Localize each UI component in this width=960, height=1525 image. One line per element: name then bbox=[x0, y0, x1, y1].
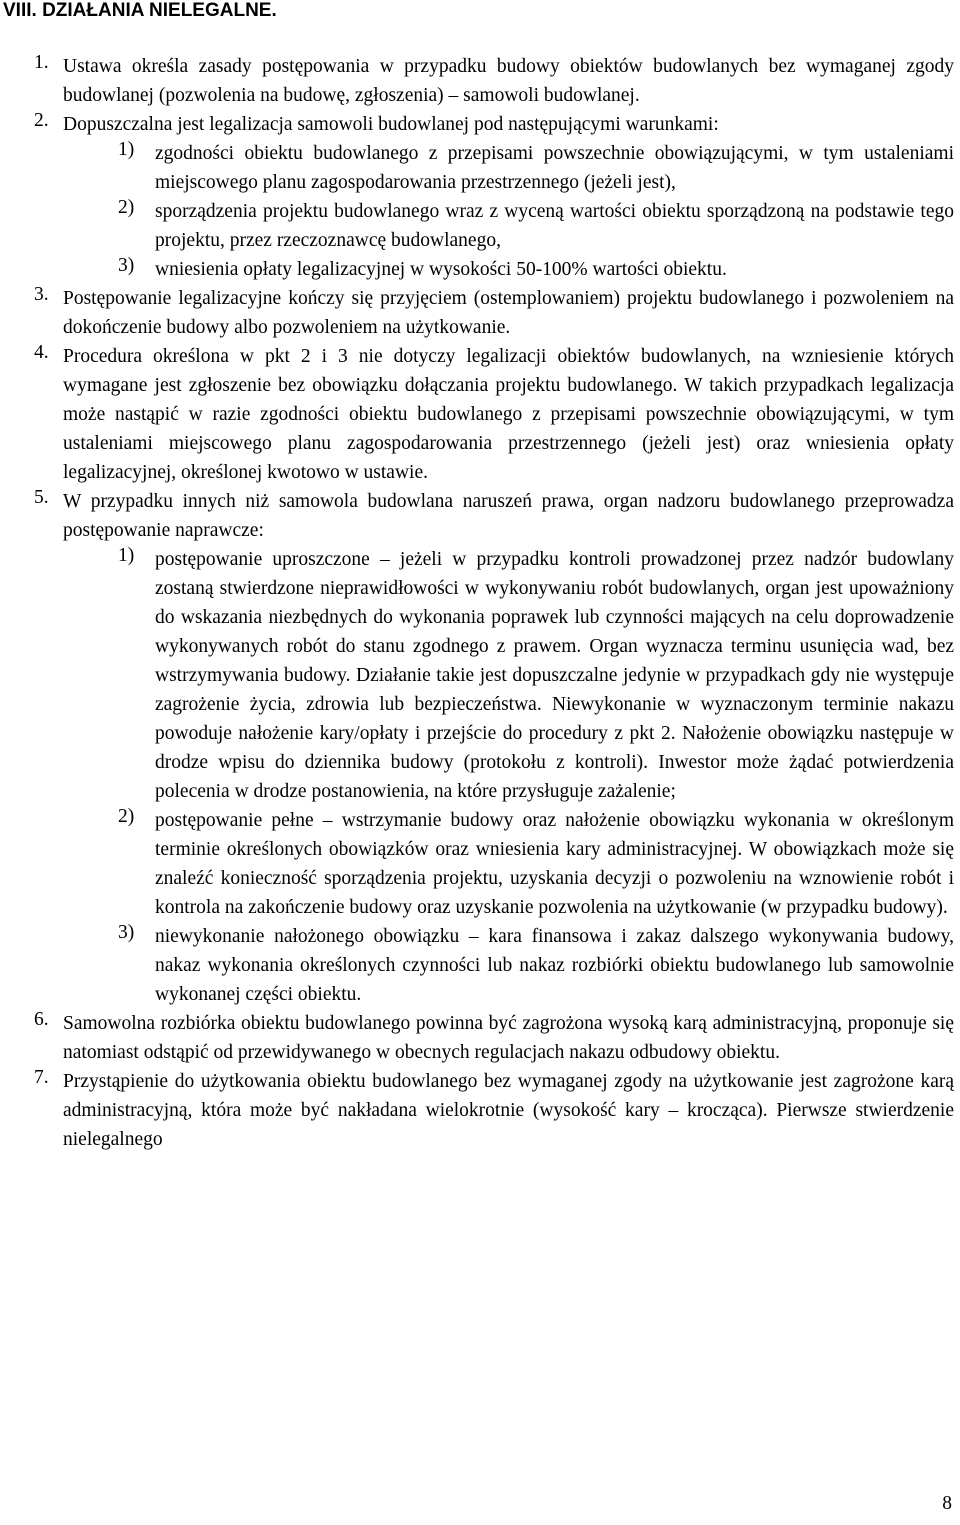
sub-item-text: postępowanie uproszczone – jeżeli w przypadku kontroli prowadzonej przez nadzór budowlany zostaną stwierdzone nieprawidłowości w wykonywaniu robót budowlanych, organ jest upoważniony do wskazania niezbędnych do wykonania poprawek lub czynności mających na celu doprowadzenie wykonywanych robót do stanu zgodnego z prawem. Organ wyznacza terminu usunięcia wad, bez wstrzymywania budowy. Działanie takie jest dopuszczalne jedynie w przypadkach gdy nie występuje zagrożenie życia, zdrowia lub bezpieczeństwa. Niewykonanie w wyznaczonym terminie nakazu powoduje nałożenie kary/opłaty i przejście do procedury z pkt 2. Nałożenie obowiązku następuje w drodze wpisu do dziennika budowy (protokołu z kontroli). Inwestor może żądać potwierdzenia polecenia w drodze postanowienia, na które przysługuje zażalenie; bbox=[155, 549, 954, 802]
page-number: 8 bbox=[942, 1493, 952, 1514]
item-text: Ustawa określa zasady postępowania w przypadku budowy obiektów budowlanych bez wymaganej zgody budowlanej (pozwolenia na budowę, zgłoszenia) – samowoli budowlanej. bbox=[63, 56, 954, 106]
list-item bbox=[0, 342, 960, 487]
item-text: Samowolna rozbiórka obiektu budowlanego powinna być zagrożona wysoką karą administracyjną, proponuje się natomiast odstąpić od przewidywanego w obecnych regulacjach nakazu odbudowy obiektu. bbox=[63, 1013, 954, 1063]
list-item bbox=[0, 1009, 960, 1067]
item-text: Dopuszczalna jest legalizacja samowoli budowlanej pod następującymi warunkami: bbox=[63, 114, 719, 135]
sub-item-text: sporządzenia projektu budowlanego wraz z wyceną wartości obiektu sporządzoną na podstawie tego projektu, przez rzeczoznawcę budowlanego, bbox=[155, 201, 954, 251]
sub-item bbox=[0, 922, 960, 1009]
sub-item-text: zgodności obiektu budowlanego z przepisami powszechnie obowiązującymi, w tym ustaleniami miejscowego planu zagospodarowania przestrzennego (jeżeli jest), bbox=[155, 143, 954, 193]
item-text: W przypadku innych niż samowola budowlana naruszeń prawa, organ nadzoru budowlanego przeprowadza postępowanie naprawcze: bbox=[63, 491, 954, 541]
sub-item-number: 2) bbox=[118, 197, 135, 218]
item-number: 4. bbox=[34, 342, 49, 363]
item-number: 2. bbox=[34, 110, 49, 131]
sub-item-text: niewykonanie nałożonego obowiązku – kara finansowa i zakaz dalszego wykonywania budowy, nakaz wykonania określonych czynności lub nakaz rozbiórki obiektu budowlanego lub samowolnie wykonanej części obiektu. bbox=[155, 926, 954, 1005]
sub-item-number: 1) bbox=[118, 545, 135, 566]
sub-item bbox=[0, 545, 960, 806]
section-heading: VIII. DZIAŁANIA NIELEGALNE. bbox=[3, 0, 277, 21]
sub-item-number: 1) bbox=[118, 139, 135, 160]
list-item bbox=[0, 110, 960, 139]
sub-item-number: 3) bbox=[118, 255, 135, 276]
item-text: Procedura określona w pkt 2 i 3 nie dotyczy legalizacji obiektów budowlanych, na wzniesienie których wymagane jest zgłoszenie bez obowiązku dołączania projektu budowlanego. W takich przypadkach legalizacja może nastąpić w razie zgodności obiektu budowlanego z przepisami powszechnie obowiązującymi, w tym ustaleniami miejscowego planu zagospodarowania przestrzennego (jeżeli jest) oraz wniesienia opłaty legalizacyjnej, określonej kwotowo w ustawie. bbox=[63, 346, 954, 483]
sub-item-text: postępowanie pełne – wstrzymanie budowy oraz nałożenie obowiązku wykonania w określonym terminie określonych obowiązków oraz wniesienia kary administracyjnej. W obowiązkach może się znaleźć konieczność sporządzenia projektu, uzyskania decyzji o pozwoleniu na wznowienie robót i kontrola na zakończenie budowy oraz uzyskanie pozwolenia na użytkowanie (w przypadku budowy). bbox=[155, 810, 954, 918]
sub-item bbox=[0, 197, 960, 255]
sub-list bbox=[0, 139, 960, 284]
sub-item bbox=[0, 806, 960, 922]
item-number: 1. bbox=[34, 52, 49, 73]
sub-item-number: 2) bbox=[118, 806, 135, 827]
sub-item bbox=[0, 255, 960, 284]
sub-list bbox=[0, 545, 960, 1009]
list-item bbox=[0, 1067, 960, 1154]
sub-item-number: 3) bbox=[118, 922, 135, 943]
sub-item bbox=[0, 139, 960, 197]
item-number: 3. bbox=[34, 284, 49, 305]
item-text: Przystąpienie do użytkowania obiektu budowlanego bez wymaganej zgody na użytkowanie jest zagrożone karą administracyjną, która może być nakładana wielokrotnie (wysokość kary – krocząca). Pierwsze stwierdzenie nielegalnego bbox=[63, 1071, 954, 1150]
item-number: 7. bbox=[34, 1067, 49, 1088]
numbered-list bbox=[0, 52, 960, 1154]
list-item bbox=[0, 487, 960, 545]
item-text: Postępowanie legalizacyjne kończy się przyjęciem (ostemplowaniem) projektu budowlanego i pozwoleniem na dokończenie budowy albo pozwoleniem na użytkowanie. bbox=[63, 288, 954, 338]
item-number: 5. bbox=[34, 487, 49, 508]
list-item bbox=[0, 52, 960, 110]
sub-item-text: wniesienia opłaty legalizacyjnej w wysokości 50-100% wartości obiektu. bbox=[155, 259, 727, 280]
list-item bbox=[0, 284, 960, 342]
item-number: 6. bbox=[34, 1009, 49, 1030]
